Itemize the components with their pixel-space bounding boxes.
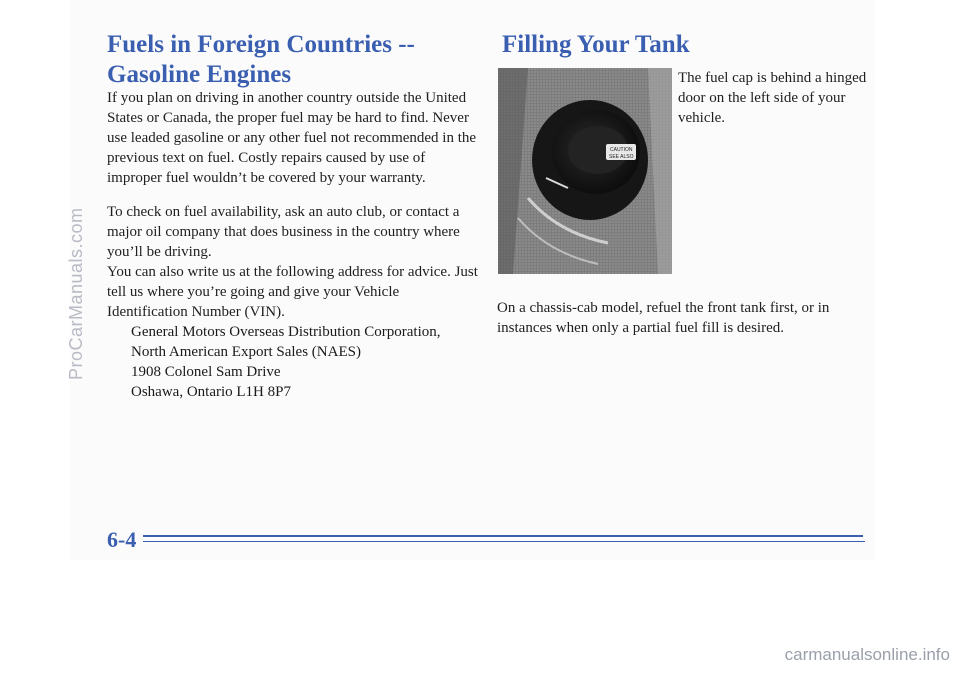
- paragraph-fuel-cap-location: The fuel cap is behind a hinged door on the left side of your vehicle.: [678, 70, 867, 126]
- footer-rule-thin: [143, 541, 865, 542]
- bottom-watermark: carmanualsonline.info: [784, 645, 950, 664]
- side-watermark: ProCarManuals.com: [66, 207, 86, 380]
- paragraph-chassis-cab-refuel: On a chassis-cab model, refuel the front tank first, or in instances when only a partial fuel fill is desired.: [497, 300, 830, 336]
- paragraph-fuel-availability: To check on fuel availability, ask an auto club, or contact a major oil company that does business in the country where you’ll be driving.: [107, 204, 460, 260]
- address-line: North American Export Sales (NAES): [131, 344, 361, 360]
- page-number: 6-4: [107, 527, 137, 552]
- footer-rule: [143, 535, 863, 537]
- address-line: General Motors Overseas Distribution Corporation,: [131, 324, 441, 340]
- fuel-cap-illustration: [498, 68, 672, 274]
- address-line: Oshawa, Ontario L1H 8P7: [131, 384, 291, 400]
- fuel-cap-photo: [498, 68, 672, 274]
- address-line: 1908 Colonel Sam Drive: [131, 364, 281, 380]
- paragraph-write-us: You can also write us at the following address for advice. Just tell us where you’re going and give your Vehicle Identification Number (VIN).: [107, 264, 478, 320]
- mailing-address: [131, 322, 491, 402]
- cap-label-line: CAUTION: [610, 147, 633, 153]
- paragraph-foreign-fuel-warning: If you plan on driving in another country outside the United States or Canada, the proper fuel may be hard to find. Never use leaded gasoline or any other fuel not recommended in the previous text on fuel. Costly repairs caused by use of improper fuel wouldn’t be covered by your warranty.: [107, 90, 477, 186]
- cap-label-line: SEE ALSO: [609, 154, 634, 160]
- section-heading-foreign-fuels: Fuels in Foreign Countries -- Gasoline Engines: [107, 31, 415, 88]
- section-heading-filling-tank: Filling Your Tank: [502, 31, 690, 58]
